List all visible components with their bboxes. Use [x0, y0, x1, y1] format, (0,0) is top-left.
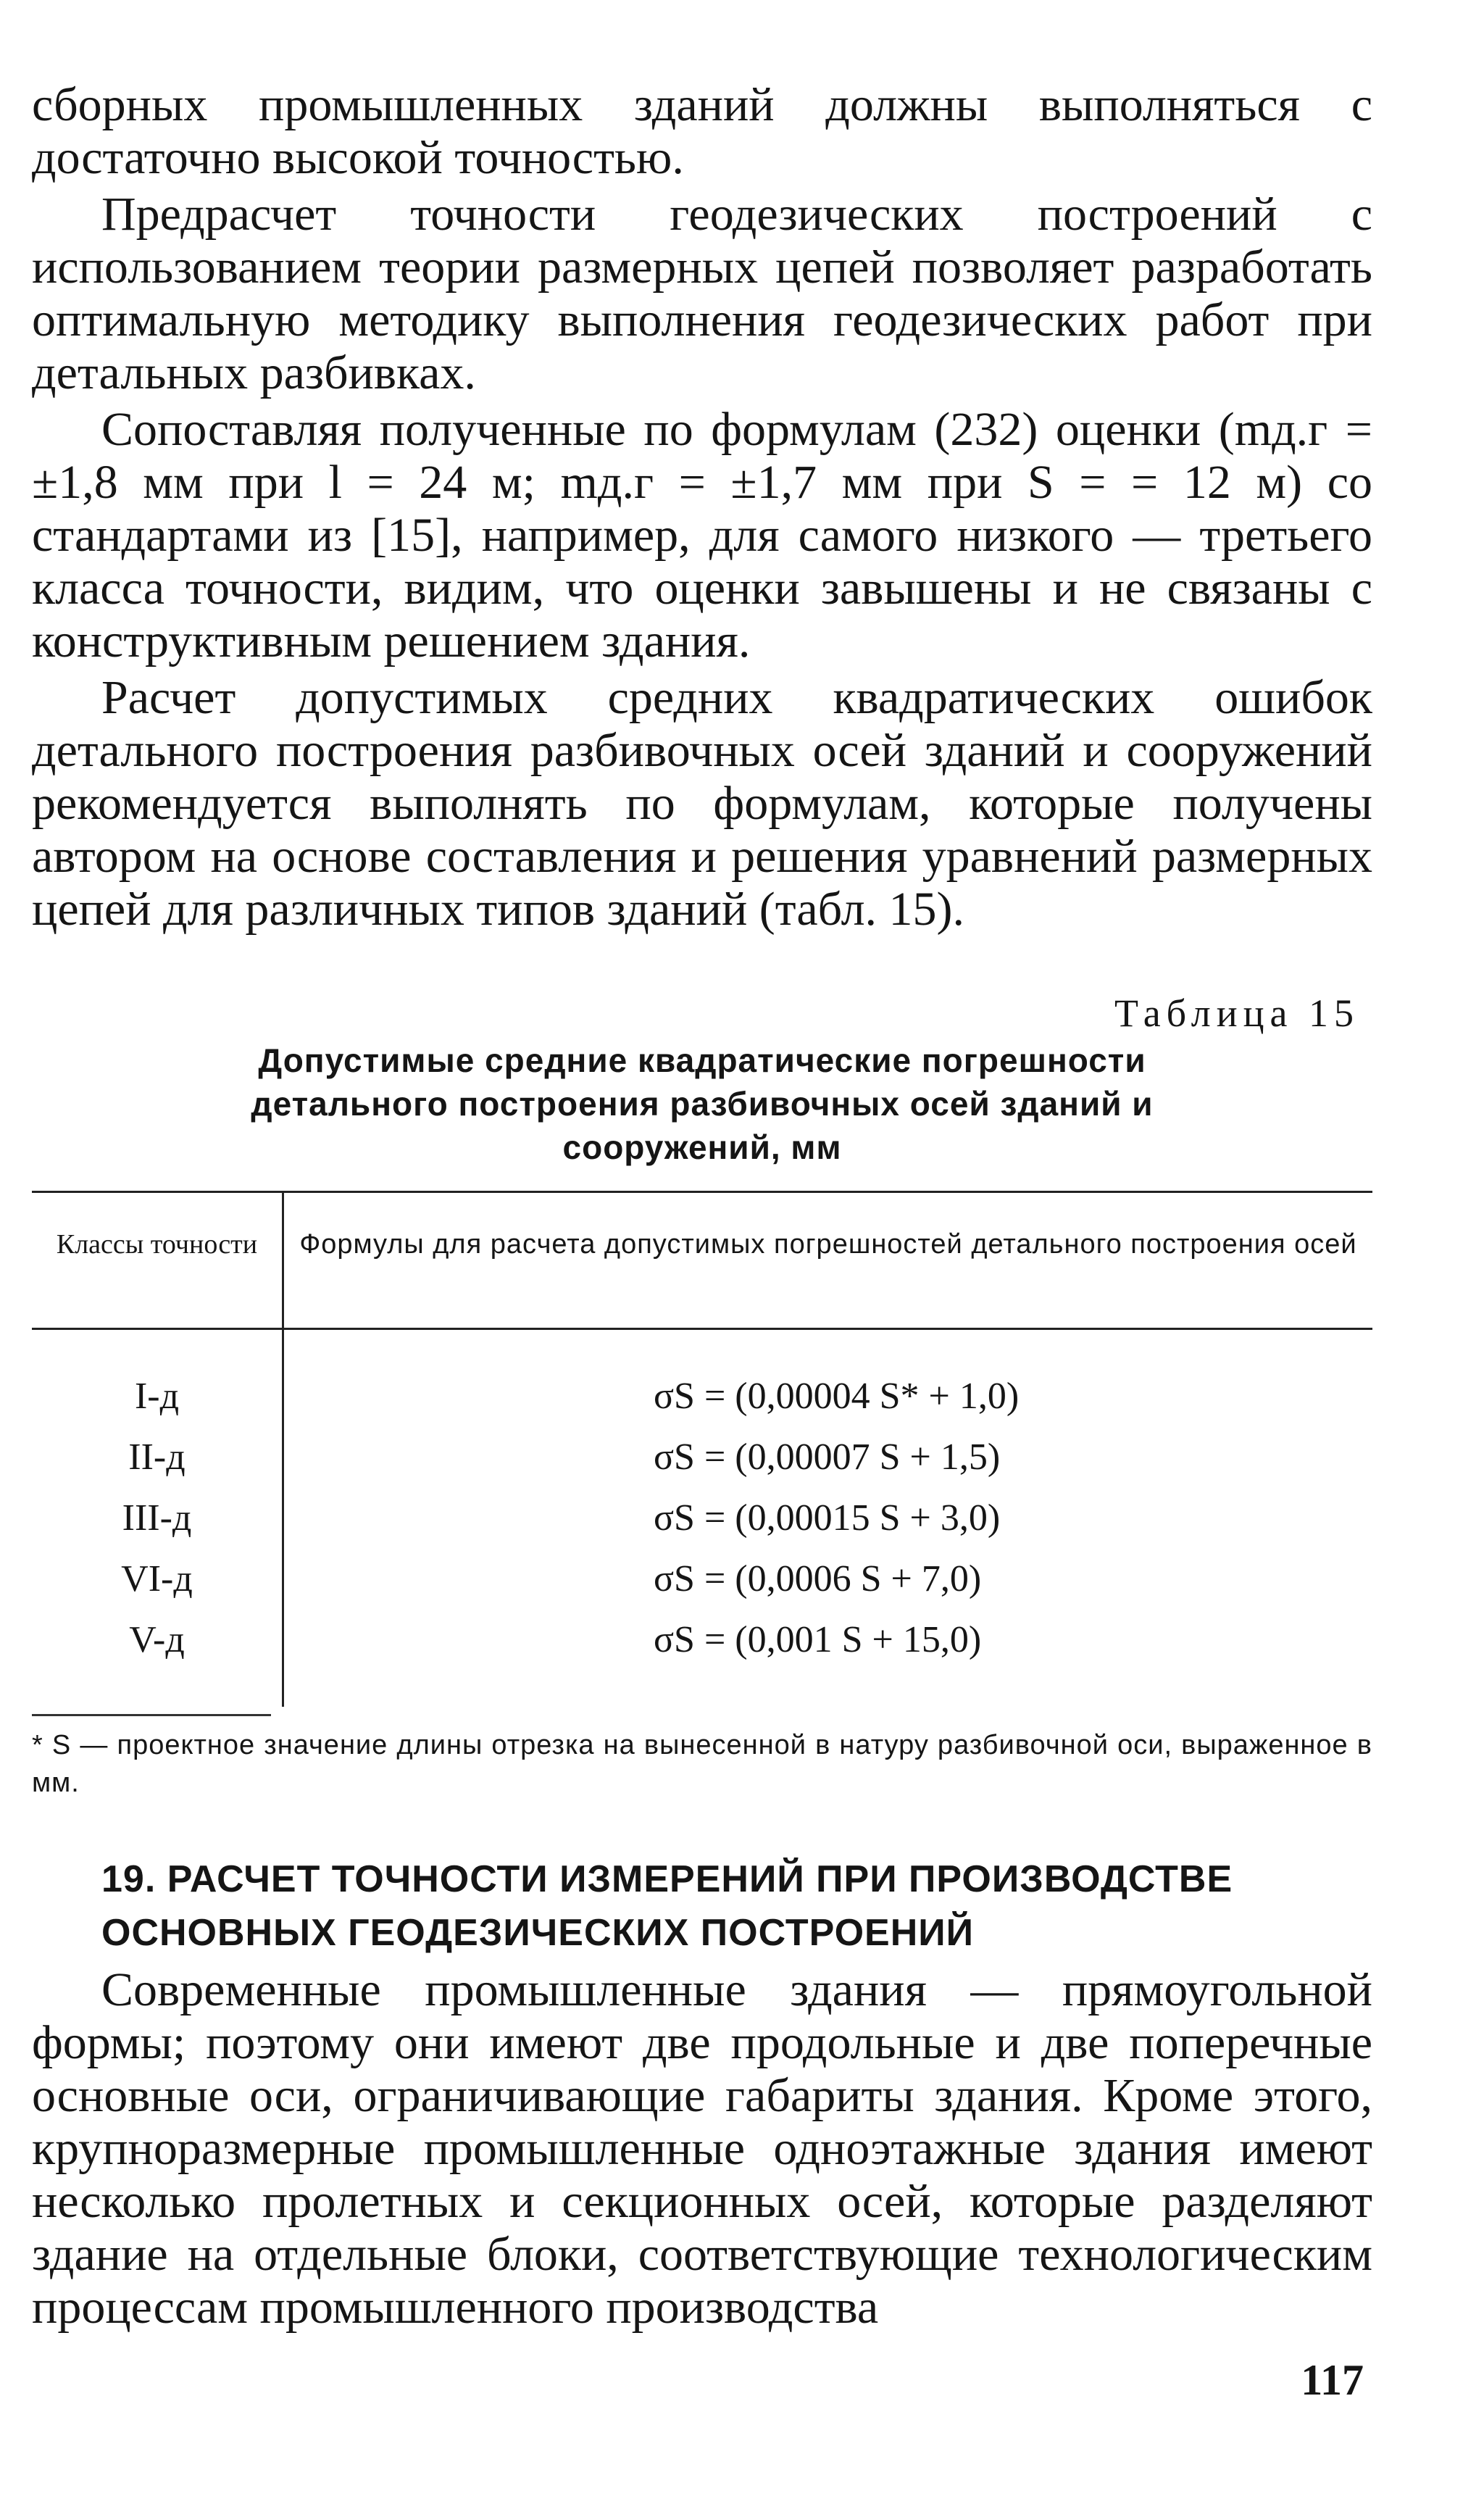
section-heading: 19. РАСЧЕТ ТОЧНОСТИ ИЗМЕРЕНИЙ ПРИ ПРОИЗВОДСТВЕ ОСНОВНЫХ ГЕОДЕЗИЧЕСКИХ ПОСТРОЕНИЙ [101, 1858, 1233, 1954]
paragraph-2: Предрасчет точности геодезических построений с использованием теории размерных цепей позволяет разработать оптимальную методику выполнения геодезических работ при детальных разбивках. [32, 188, 1372, 399]
table-cell-class: III-д [122, 1497, 192, 1539]
paragraph-4: Расчет допустимых средних квадратических ошибок детального построения разбивочных осей зданий и сооружений рекомендуется выполнять по формулам, которые получены автором на основе составления и решения уравнений размерных цепей для различных типов зданий (табл. 15). [32, 671, 1372, 936]
table-cell-class: II-д [128, 1436, 186, 1478]
formula-column [284, 1330, 1372, 1707]
section-paragraph: Современные промышленные здания — прямоугольной формы; поэтому они имеют две продольные и две поперечные основные оси, ограничивающие габариты здания. Кроме этого, крупноразмерные промышленные одноэтажные здания имеют несколько пролетных и секционных осей, которые разделяют здание на отдельные блоки, соответствующие технологическим процессам промышленного производства [32, 1963, 1372, 2334]
table-body [32, 1330, 1372, 1707]
paragraph-3: Сопоставляя полученные по формулам (232) оценки (mд.г = ±1,8 мм при l = 24 м; mд.г = ±1,7 мм при S = = 12 м) со стандартами из [15], например, для самого низкого — третьего класса точности, видим, что оценки завышены и не связаны с конструктивным решением здания. [32, 403, 1372, 667]
table-header-row [32, 1193, 1372, 1330]
table-title: Допустимые средние квадратические погрешности детального построения разбивочных осей зданий и сооружений, мм [251, 1041, 1154, 1166]
header-accuracy-class: Классы точности [32, 1193, 284, 1328]
page-number: 117 [1301, 2356, 1364, 2404]
table-cell-formula: σS = (0,001 S + 15,0) [654, 1619, 982, 1660]
class-column [32, 1330, 284, 1707]
footnote-divider [32, 1714, 271, 1716]
table-cell-formula: σS = (0,00007 S + 1,5) [654, 1436, 1001, 1478]
header-formula: Формулы для расчета допустимых погрешностей детального построения осей [299, 1229, 1357, 1260]
table-cell-formula: σS = (0,0006 S + 7,0) [654, 1558, 982, 1599]
table-number: Таблица 15 [1114, 991, 1359, 1035]
page-content [32, 78, 1372, 2334]
table-cell-class: VI-д [121, 1558, 193, 1599]
paragraph-1: сборных промышленных зданий должны выполняться с достаточно высокой точностью. [32, 78, 1372, 184]
table-cell-class: I-д [134, 1376, 180, 1417]
tolerance-table [32, 1191, 1372, 1707]
table-cell-formula: σS = (0,00015 S + 3,0) [654, 1497, 1001, 1539]
table-footnote: * S — проектное значение длины отрезка на вынесенной в натуру разбивочной оси, выраженное в мм. [32, 1730, 1372, 1798]
table-cell-formula: σS = (0,00004 S* + 1,0) [654, 1376, 1020, 1417]
table-cell-class: V-д [129, 1619, 185, 1660]
